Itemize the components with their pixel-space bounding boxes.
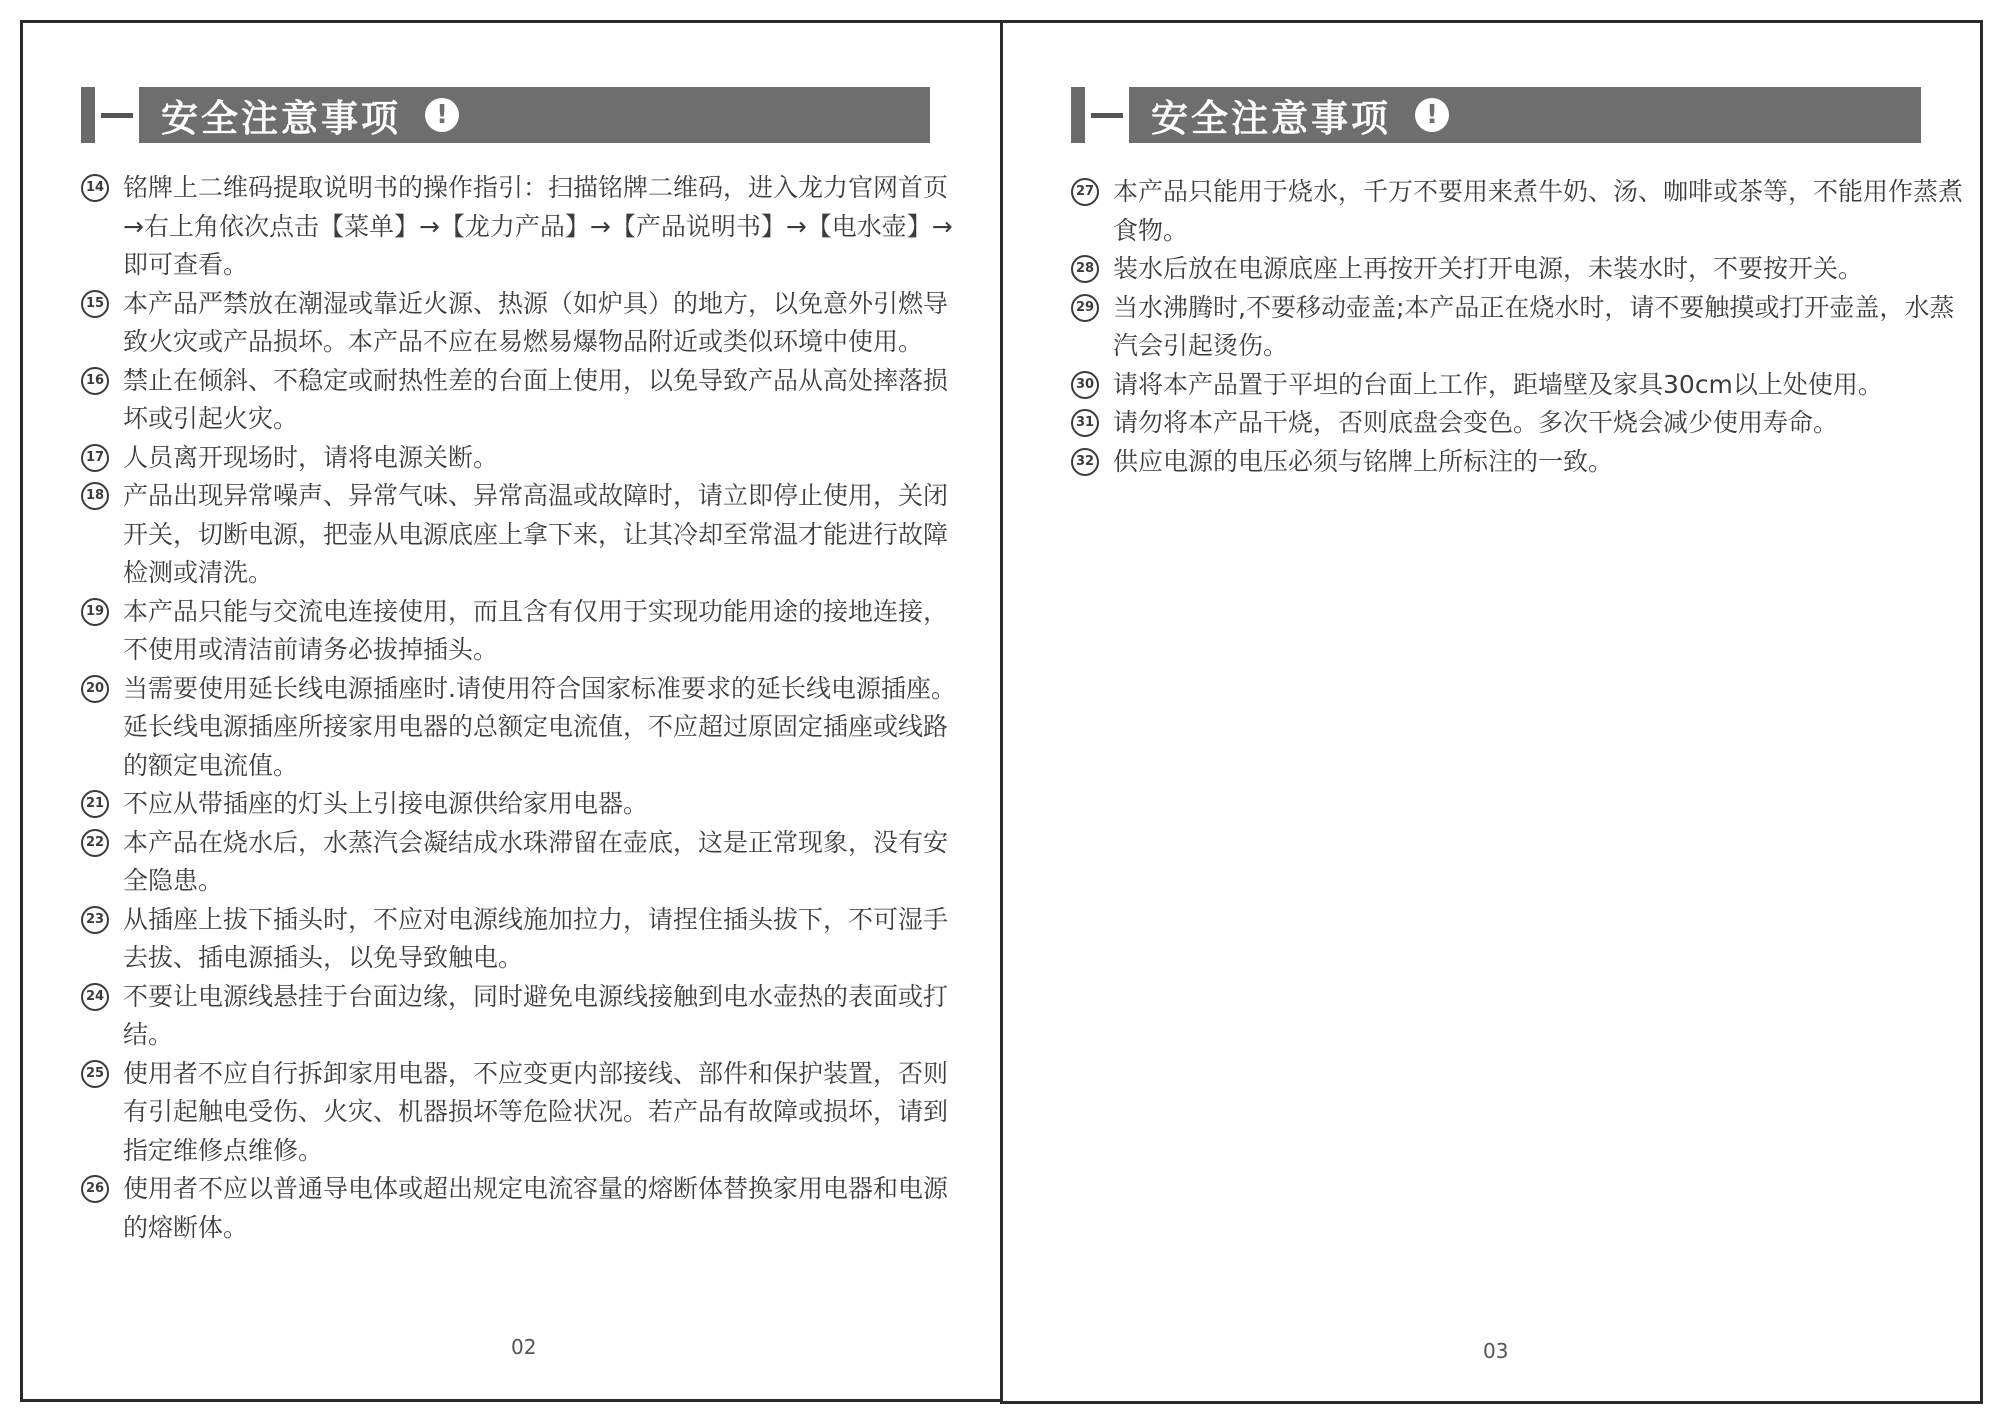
item-text: 当水沸腾时,不要移动壶盖;本产品正在烧水时，请不要触摸或打开壶盖，水蒸汽会引起烫伤。 (1113, 292, 1955, 360)
item-text: 本产品在烧水后，水蒸汽会凝结成水珠滞留在壶底，这是正常现象，没有安全隐患。 (123, 827, 949, 895)
warning-icon: ! (425, 98, 459, 132)
item-number: 31 (1071, 409, 1099, 437)
item-number: 27 (1071, 178, 1099, 206)
item-text: 使用者不应以普通导电体或超出规定电流容量的熔断体替换家用电器和电源的熔断体。 (123, 1174, 949, 1242)
list-item (81, 169, 961, 285)
item-number: 29 (1071, 294, 1099, 322)
header-dash (1085, 87, 1129, 143)
item-number: 30 (1071, 371, 1099, 399)
item-number: 28 (1071, 255, 1099, 283)
list-item (81, 1055, 961, 1171)
item-text: 产品出现异常噪声、异常气味、异常高温或故障时，请立即停止使用，关闭开关，切断电源，把壶从电源底座上拿下来，让其冷却至常温才能进行故障检测或清洗。 (123, 481, 949, 587)
item-text: 不应从带插座的灯头上引接电源供给家用电器。 (123, 789, 649, 818)
section-header (81, 87, 930, 143)
header-title-box (1129, 87, 1921, 143)
item-text: 铭牌上二维码提取说明书的操作指引：扫描铭牌二维码，进入龙力官网首页→右上角依次点击【菜单】→【龙力产品】→【产品说明书】→【电水壶】→即可查看。 (123, 173, 953, 279)
warning-icon: ! (1415, 98, 1449, 132)
item-text: 从插座上拔下插头时，不应对电源线施加拉力，请捏住插头拔下，不可湿手去拔、插电源插头，以免导致触电。 (123, 904, 949, 972)
list-item (81, 593, 961, 670)
list-item (1071, 443, 1971, 482)
header-accent-bar (81, 87, 95, 143)
item-number: 24 (81, 983, 109, 1011)
item-number: 17 (81, 444, 109, 472)
item-text: 供应电源的电压必须与铭牌上所标注的一致。 (1113, 446, 1614, 476)
header-title-box (139, 87, 930, 143)
list-item (1071, 366, 1971, 405)
item-number: 26 (81, 1175, 109, 1203)
safety-list (81, 169, 961, 1247)
list-item (81, 670, 961, 786)
item-text: 当需要使用延长线电源插座时.请使用符合国家标准要求的延长线电源插座。延长线电源插座所接家用电器的总额定电流值，不应超过原固定插座或线路的额定电流值。 (123, 673, 956, 780)
list-item (81, 1170, 961, 1247)
item-text: 请勿将本产品干烧，否则底盘会变色。多次干烧会减少使用寿命。 (1113, 408, 1839, 437)
list-item (81, 285, 961, 362)
list-item (81, 978, 961, 1055)
item-text: 禁止在倾斜、不稳定或耐热性差的台面上使用，以免导致产品从高处摔落损坏或引起火灾。 (123, 365, 949, 433)
item-text: 使用者不应自行拆卸家用电器，不应变更内部接线、部件和保护装置，否则有引起触电受伤、火灾、机器损坏等危险状况。若产品有故障或损坏，请到指定维修点维修。 (123, 1058, 949, 1165)
safety-list (1071, 173, 1971, 481)
item-text: 请将本产品置于平坦的台面上工作，距墙壁及家具30cm以上处使用。 (1113, 369, 1883, 399)
list-item (1071, 289, 1971, 366)
list-item (81, 785, 961, 824)
item-number: 16 (81, 367, 109, 395)
list-item (1071, 250, 1971, 289)
item-number: 32 (1071, 448, 1099, 476)
list-item (81, 362, 961, 439)
section-title: 安全注意事项 (1151, 97, 1391, 140)
item-number: 23 (81, 906, 109, 934)
section-title: 安全注意事项 (161, 97, 401, 140)
header-accent-bar (1071, 87, 1085, 143)
item-number: 20 (81, 675, 109, 703)
header-dash (95, 87, 139, 143)
list-item (1071, 404, 1971, 443)
item-text: 本产品只能与交流电连接使用，而且含有仅用于实现功能用途的接地连接，不使用或清洁前请务必拔掉插头。 (123, 596, 949, 664)
item-number: 14 (81, 174, 109, 202)
section-header (1071, 87, 1921, 143)
item-text: 不要让电源线悬挂于台面边缘，同时避免电源线接触到电水壶热的表面或打结。 (123, 981, 949, 1049)
page-number: 02 (511, 1335, 537, 1359)
list-item (81, 824, 961, 901)
item-text: 本产品严禁放在潮湿或靠近火源、热源（如炉具）的地方，以免意外引燃导致火灾或产品损坏。本产品不应在易燃易爆物品附近或类似环境中使用。 (123, 288, 949, 356)
right-page (1000, 20, 1983, 1404)
item-number: 18 (81, 482, 109, 510)
list-item (81, 901, 961, 978)
item-text: 人员离开现场时，请将电源关断。 (123, 442, 499, 472)
item-number: 25 (81, 1060, 109, 1088)
item-number: 21 (81, 790, 109, 818)
list-item (81, 439, 961, 478)
item-number: 19 (81, 598, 109, 626)
left-page (20, 20, 1003, 1402)
item-text: 装水后放在电源底座上再按开关打开电源，未装水时，不要按开关。 (1113, 254, 1864, 283)
item-number: 15 (81, 290, 109, 318)
list-item (81, 477, 961, 593)
page-number: 03 (1483, 1339, 1509, 1363)
item-number: 22 (81, 829, 109, 857)
item-text: 本产品只能用于烧水，千万不要用来煮牛奶、汤、咖啡或茶等，不能用作蒸煮食物。 (1113, 177, 1964, 245)
list-item (1071, 173, 1971, 250)
